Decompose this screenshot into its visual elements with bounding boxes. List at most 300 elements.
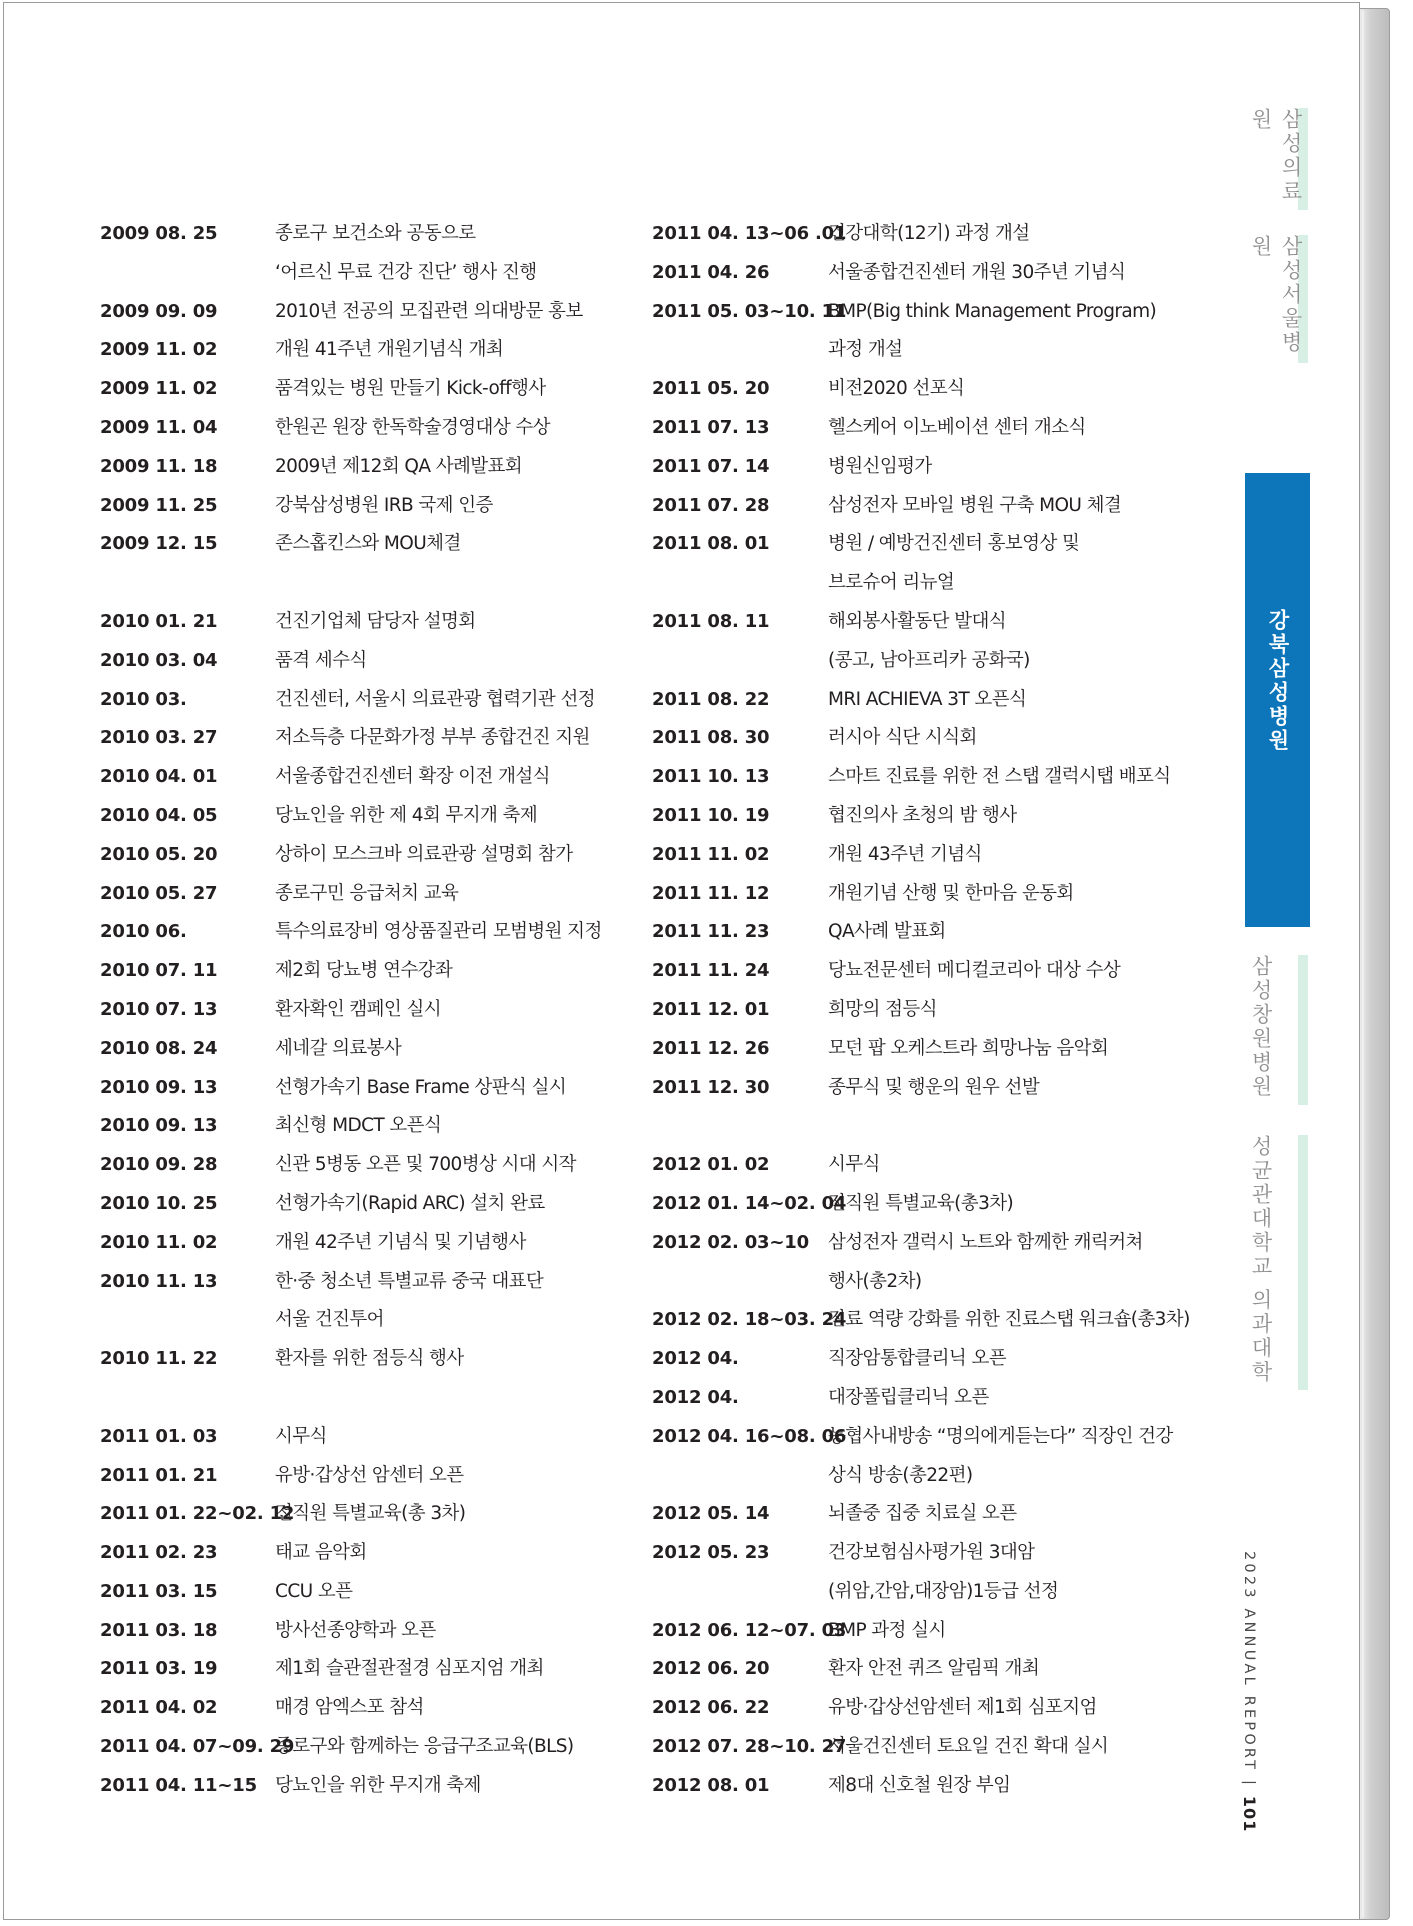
event-line: 서울건진센터 토요일 건진 확대 실시 (828, 1736, 1109, 1758)
event-line: MRI ACHIEVA 3T 오픈식 (828, 688, 1027, 710)
event-date: 2012 06. 12~07. 03 (652, 1619, 847, 1641)
event-date: 2012 07. 28~10. 27 (652, 1736, 847, 1758)
timeline-row (100, 1767, 630, 1806)
timeline-row (100, 719, 630, 758)
event-line: 종로구 보건소와 공동으로 (275, 223, 476, 244)
event-description (275, 448, 522, 487)
timeline-row (652, 525, 1212, 603)
event-date: 2010 07. 11 (100, 960, 218, 982)
timeline-row (100, 1457, 630, 1496)
timeline-row (652, 1146, 1212, 1185)
event-line: 한·중 청소년 특별교류 중국 대표단 (275, 1270, 544, 1292)
event-description (275, 1457, 464, 1496)
timeline-row (652, 913, 1212, 952)
event-line: 당뇨인을 위한 제 4회 무지개 축제 (275, 804, 538, 826)
event-date: 2009 08. 25 (100, 223, 218, 244)
event-description (275, 1107, 441, 1146)
timeline-row (100, 797, 630, 836)
timeline-row (652, 603, 1212, 681)
event-line: 종무식 및 행운의 원우 선발 (828, 1076, 1040, 1098)
timeline-row (652, 758, 1212, 797)
event-line: BMP(Big think Management Program) (828, 300, 1157, 322)
event-date: 2011 02. 23 (100, 1542, 218, 1564)
event-description (828, 1534, 1058, 1612)
timeline-row (100, 952, 630, 991)
event-line: 직장암통합클리닉 오픈 (828, 1348, 1006, 1370)
event-line: 헬스케어 이노베이션 센터 개소식 (828, 416, 1086, 438)
event-date: 2012 05. 14 (652, 1503, 770, 1525)
event-description (275, 952, 452, 991)
event-line: 존스홉킨스와 MOU체결 (275, 533, 461, 555)
event-description (275, 875, 458, 914)
event-line: 건진센터, 서울시 의료관광 협력기관 선정 (275, 688, 596, 710)
event-description (828, 1224, 1143, 1302)
event-line: (콩고, 남아프리카 공화국) (828, 649, 1030, 671)
event-description (275, 991, 441, 1030)
timeline-row (652, 1418, 1212, 1496)
timeline-row (100, 1146, 630, 1185)
event-description (828, 1650, 1039, 1689)
timeline-row (652, 797, 1212, 836)
event-description (828, 370, 964, 409)
event-date: 2011 12. 30 (652, 1076, 770, 1098)
year-gap (100, 1379, 630, 1418)
timeline-row (100, 331, 630, 370)
event-line: 브로슈어 리뉴얼 (828, 572, 955, 594)
side-tab-label: 삼성의료원 (1249, 108, 1303, 204)
event-description (828, 1069, 1039, 1108)
year-gap (652, 1107, 1212, 1146)
event-line: 대장폴립클리닉 오픈 (828, 1386, 989, 1408)
event-date: 2012 01. 02 (652, 1154, 770, 1176)
event-description (828, 1418, 1173, 1496)
timeline-row (652, 1495, 1212, 1534)
side-tab-skku-medicine[interactable] (1228, 1135, 1308, 1390)
timeline-row (652, 1767, 1212, 1806)
event-line: 해외봉사활동단 발대식 (828, 610, 1006, 632)
event-date: 2011 04. 02 (100, 1697, 218, 1719)
timeline-row (652, 1030, 1212, 1069)
event-date: 2010 05. 20 (100, 843, 218, 865)
event-date: 2010 11. 22 (100, 1348, 218, 1370)
event-line: 2010년 전공의 모집관련 의대방문 홍보 (275, 300, 583, 322)
event-date: 2012 04. 16~08. 06 (652, 1425, 847, 1447)
timeline-row (100, 1689, 630, 1728)
timeline-row (652, 370, 1212, 409)
timeline-left-column (100, 215, 630, 1806)
event-line: 러시아 식단 시식회 (828, 727, 977, 749)
event-date: 2010 11. 13 (100, 1270, 218, 1292)
timeline-row (100, 1573, 630, 1612)
event-description (828, 1495, 1017, 1534)
event-line: 시무식 (275, 1425, 327, 1447)
event-description (828, 1689, 1097, 1728)
event-description (828, 797, 1017, 836)
timeline-row (652, 448, 1212, 487)
event-line: (위암,간암,대장암)1등급 선정 (828, 1580, 1059, 1602)
event-line: 개원기념 산행 및 한마음 운동회 (828, 882, 1074, 904)
event-description (828, 487, 1121, 526)
event-line: 상식 방송(총22편) (828, 1464, 973, 1486)
event-description (828, 875, 1074, 914)
event-line: 매경 암엑스포 참석 (275, 1697, 424, 1719)
event-line: 서울종합건진센터 개원 30주년 기념식 (828, 261, 1126, 283)
event-line: 특수의료장비 영상품질관리 모범병원 지정 (275, 921, 602, 943)
event-date: 2010 03. 04 (100, 649, 218, 671)
page-number: 101 (1240, 1795, 1259, 1833)
event-date: 2009 11. 04 (100, 416, 218, 438)
event-line: 건진기업체 담당자 설명회 (275, 610, 476, 632)
event-date: 2011 04. 26 (652, 261, 770, 283)
event-line: 희망의 점등식 (828, 998, 937, 1020)
event-description (828, 913, 946, 952)
timeline-row (100, 1263, 630, 1341)
event-line: 서울종합건진센터 확장 이전 개설식 (275, 766, 550, 788)
timeline-right-column (652, 215, 1212, 1806)
timeline-row (652, 1379, 1212, 1418)
event-date: 2012 02. 03~10 (652, 1231, 809, 1253)
event-line: ‘어르신 무료 건강 진단’ 행사 진행 (275, 261, 537, 283)
event-line: 스마트 진료를 위한 전 스탭 갤럭시탭 배포식 (828, 766, 1171, 788)
event-line: 전직원 특별교육(총3차) (828, 1192, 1014, 1214)
event-date: 2011 07. 28 (652, 494, 770, 516)
event-date: 2009 11. 02 (100, 339, 218, 361)
event-description (828, 1301, 1190, 1340)
event-date: 2011 04. 07~09. 29 (100, 1736, 295, 1758)
timeline-row (100, 913, 630, 952)
event-description (275, 836, 572, 875)
event-date: 2012 06. 20 (652, 1658, 770, 1680)
event-description (275, 525, 461, 564)
timeline-row (100, 487, 630, 526)
timeline-row (100, 836, 630, 875)
event-line: 전직원 특별교육(총 3차) (275, 1503, 466, 1525)
timeline-row (100, 758, 630, 797)
event-line: 세네갈 의료봉사 (275, 1037, 402, 1059)
event-line: 시무식 (828, 1154, 880, 1176)
event-date: 2011 03. 15 (100, 1580, 218, 1602)
event-date: 2009 11. 18 (100, 455, 218, 477)
side-tab-label: 삼성서울병원 (1249, 235, 1303, 355)
event-date: 2010 10. 25 (100, 1192, 218, 1214)
timeline-row (652, 1340, 1212, 1379)
timeline-row (100, 1069, 630, 1108)
event-line: 강북삼성병원 IRB 국제 인증 (275, 494, 493, 516)
event-date: 2010 09. 13 (100, 1115, 218, 1137)
event-date: 2011 12. 01 (652, 998, 770, 1020)
event-line: 서울 건진투어 (275, 1309, 384, 1331)
event-date: 2011 11. 02 (652, 843, 770, 865)
timeline-row (100, 1340, 630, 1379)
event-date: 2009 09. 09 (100, 300, 218, 322)
timeline-row (652, 681, 1212, 720)
event-line: 삼성전자 모바일 병원 구축 MOU 체결 (828, 494, 1122, 516)
page (3, 2, 1360, 1920)
timeline-row (652, 1185, 1212, 1224)
event-description (828, 409, 1086, 448)
event-line: 삼성전자 갤럭시 노트와 함께한 캐릭커쳐 (828, 1231, 1143, 1253)
event-description (275, 1689, 424, 1728)
event-description (828, 603, 1030, 681)
timeline-row (652, 991, 1212, 1030)
timeline-row (100, 875, 630, 914)
timeline-row (652, 1650, 1212, 1689)
event-description (275, 758, 550, 797)
timeline-row (100, 1418, 630, 1457)
event-date: 2011 05. 03~10. 11 (652, 300, 847, 322)
timeline-row (100, 1728, 630, 1767)
event-description (275, 1650, 544, 1689)
event-description (828, 1146, 880, 1185)
report-title: 2023 ANNUAL REPORT | (1241, 1551, 1257, 1789)
event-date: 2010 01. 21 (100, 610, 218, 632)
event-line: 상하이 모스크바 의료관광 설명회 참가 (275, 843, 573, 865)
event-description (275, 487, 493, 526)
side-tab-samsung-changwon-hospital[interactable] (1228, 955, 1308, 1105)
event-date: 2010 03. 27 (100, 727, 218, 749)
year-gap (100, 564, 630, 603)
event-description (275, 293, 583, 332)
event-description (275, 1728, 574, 1767)
timeline-row (100, 1534, 630, 1573)
event-line: QA사례 발표회 (828, 921, 946, 943)
event-description (828, 758, 1171, 797)
timeline-row (100, 991, 630, 1030)
event-line: 당뇨전문센터 메디컬코리아 대상 수상 (828, 960, 1121, 982)
event-description (275, 681, 595, 720)
page-frame (3, 2, 1390, 1922)
event-date: 2011 05. 20 (652, 378, 770, 400)
event-date: 2010 09. 28 (100, 1154, 218, 1176)
event-line: 유방·갑상선암센터 제1회 심포지엄 (828, 1697, 1097, 1719)
event-description (275, 1495, 465, 1534)
event-description (275, 1030, 401, 1069)
event-date: 2011 04. 11~15 (100, 1774, 257, 1796)
timeline-row (652, 1301, 1212, 1340)
timeline-row (652, 1728, 1212, 1767)
timeline-row (652, 1534, 1212, 1612)
event-line: 환자확인 캠페인 실시 (275, 998, 442, 1020)
event-description (275, 331, 503, 370)
event-date: 2011 08. 30 (652, 727, 770, 749)
timeline-row (100, 1650, 630, 1689)
event-description (275, 1612, 436, 1651)
event-description (275, 1534, 367, 1573)
annual-report-footer (1240, 1551, 1259, 1832)
event-description (275, 1185, 545, 1224)
event-description (828, 254, 1125, 293)
event-line: 저소득층 다문화가정 부부 종합건진 지원 (275, 727, 590, 749)
event-date: 2011 07. 13 (652, 416, 770, 438)
event-description (275, 370, 546, 409)
timeline-row (652, 875, 1212, 914)
event-date: 2012 04. (652, 1348, 739, 1370)
event-line: 품격 세수식 (275, 649, 367, 671)
side-tab-bar (1298, 955, 1308, 1105)
event-line: 최신형 MDCT 오픈식 (275, 1115, 442, 1137)
page-edge (1358, 8, 1390, 1920)
timeline-row (652, 1069, 1212, 1108)
event-line: 병원신임평가 (828, 455, 932, 477)
event-description (828, 215, 1030, 254)
event-date: 2010 05. 27 (100, 882, 218, 904)
event-line: 협진의사 초청의 밤 행사 (828, 804, 1017, 826)
event-date: 2011 01. 03 (100, 1425, 218, 1447)
event-line: 농협사내방송 “명의에게듣는다” 직장인 건강 (828, 1425, 1173, 1447)
side-tab-samsung-medical-center[interactable] (1228, 108, 1308, 210)
event-line: 환자를 위한 점등식 행사 (275, 1348, 464, 1370)
event-date: 2011 08. 11 (652, 610, 770, 632)
side-tab-label: 삼성창원병원 (1249, 955, 1273, 1099)
event-line: 종로구와 함께하는 응급구조교육(BLS) (275, 1736, 574, 1758)
event-date: 2012 05. 23 (652, 1542, 770, 1564)
event-description (275, 1767, 481, 1806)
timeline-row (652, 409, 1212, 448)
timeline-row (652, 254, 1212, 293)
event-line: 병원 / 예방건진센터 홍보영상 및 (828, 533, 1080, 555)
event-line: 진료 역량 강화를 위한 진료스탭 워크숍(총3차) (828, 1309, 1190, 1331)
timeline-row (652, 215, 1212, 254)
event-description (828, 836, 982, 875)
event-date: 2010 11. 02 (100, 1231, 218, 1253)
event-description (828, 991, 937, 1030)
event-line: 모던 팝 오케스트라 희망나눔 음악회 (828, 1037, 1109, 1059)
event-description (275, 1263, 543, 1341)
event-line: 개원 42주년 기념식 및 기념행사 (275, 1231, 526, 1253)
event-line: 신관 5병동 오픈 및 700병상 시대 시작 (275, 1154, 576, 1176)
timeline-row (100, 1185, 630, 1224)
timeline-row (100, 681, 630, 720)
event-description (828, 1728, 1108, 1767)
event-description (828, 293, 1156, 371)
event-line: 비전2020 선포식 (828, 378, 965, 400)
event-line: CCU 오픈 (275, 1580, 353, 1602)
event-line: 선형가속기 Base Frame 상판식 실시 (275, 1076, 567, 1098)
event-line: BMP 과정 실시 (828, 1619, 946, 1641)
event-description (275, 719, 590, 758)
side-tab-samsung-seoul-hospital[interactable] (1228, 235, 1308, 363)
event-description (828, 525, 1079, 603)
event-line: 뇌졸중 집중 치료실 오픈 (828, 1503, 1017, 1525)
event-line: 당뇨인을 위한 무지개 축제 (275, 1774, 481, 1796)
event-date: 2011 04. 13~06 .01 (652, 223, 847, 244)
event-date: 2010 08. 24 (100, 1037, 218, 1059)
event-date: 2012 06. 22 (652, 1697, 770, 1719)
side-tab-bar (1298, 1135, 1308, 1390)
timeline-row (100, 1224, 630, 1263)
timeline-row (100, 293, 630, 332)
event-line: 건강대학(12기) 과정 개설 (828, 223, 1030, 244)
event-date: 2011 10. 19 (652, 804, 770, 826)
event-date: 2009 11. 25 (100, 494, 218, 516)
event-description (828, 952, 1120, 991)
event-line: 과정 개설 (828, 339, 903, 361)
timeline-row (652, 1224, 1212, 1302)
event-description (275, 409, 550, 448)
event-description (828, 1767, 1010, 1806)
event-line: 개원 41주년 개원기념식 개최 (275, 339, 504, 361)
event-date: 2010 03. (100, 688, 187, 710)
event-date: 2012 02. 18~03. 24 (652, 1309, 847, 1331)
timeline-row (100, 1495, 630, 1534)
event-date: 2012 04. (652, 1386, 739, 1408)
event-line: 개원 43주년 기념식 (828, 843, 982, 865)
event-line: 선형가속기(Rapid ARC) 설치 완료 (275, 1192, 545, 1214)
event-date: 2011 03. 18 (100, 1619, 218, 1641)
event-date: 2011 08. 01 (652, 533, 770, 555)
event-description (275, 1573, 352, 1612)
event-line: 한원곤 원장 한독학술경영대상 수상 (275, 416, 550, 438)
event-date: 2012 01. 14~02. 04 (652, 1192, 847, 1214)
event-date: 2010 04. 01 (100, 766, 218, 788)
timeline-row (652, 293, 1212, 371)
event-description (275, 1224, 526, 1263)
timeline-row (100, 603, 630, 642)
event-date: 2009 12. 15 (100, 533, 218, 555)
timeline-row (100, 215, 630, 293)
event-date: 2011 03. 19 (100, 1658, 218, 1680)
event-description (275, 797, 537, 836)
timeline-row (100, 525, 630, 564)
timeline-row (652, 487, 1212, 526)
event-date: 2010 06. (100, 921, 187, 943)
event-date: 2011 11. 12 (652, 882, 770, 904)
event-description (275, 603, 476, 642)
event-description (828, 1185, 1013, 1224)
timeline-row (100, 642, 630, 681)
event-line: 건강보험심사평가원 3대암 (828, 1542, 1035, 1564)
event-line: 행사(총2차) (828, 1270, 922, 1292)
event-line: 품격있는 병원 만들기 Kick-off행사 (275, 378, 546, 400)
event-date: 2009 11. 02 (100, 378, 218, 400)
event-description (275, 642, 367, 681)
event-line: 제1회 슬관절관절경 심포지엄 개최 (275, 1658, 544, 1680)
timeline-row (100, 1612, 630, 1651)
side-tab-kangbuk-samsung-hospital[interactable] (1245, 473, 1310, 927)
event-description (828, 1030, 1108, 1069)
event-date: 2010 09. 13 (100, 1076, 218, 1098)
event-line: 환자 안전 퀴즈 알림픽 개최 (828, 1658, 1040, 1680)
event-description (828, 1379, 989, 1418)
event-line: 태교 음악회 (275, 1542, 367, 1564)
event-description (275, 913, 602, 952)
event-description (275, 215, 537, 293)
event-line: 유방·갑상선 암센터 오픈 (275, 1464, 464, 1486)
event-date: 2011 12. 26 (652, 1037, 770, 1059)
timeline-row (100, 1107, 630, 1146)
event-date: 2011 11. 23 (652, 921, 770, 943)
event-date: 2011 08. 22 (652, 688, 770, 710)
side-tab-label: 강북삼성병원 (1266, 609, 1290, 753)
timeline-row (100, 448, 630, 487)
event-line: 2009년 제12회 QA 사례발표회 (275, 455, 523, 477)
event-date: 2010 07. 13 (100, 998, 218, 1020)
event-date: 2011 11. 24 (652, 960, 770, 982)
event-description (275, 1069, 566, 1108)
event-date: 2011 07. 14 (652, 455, 770, 477)
event-description (275, 1146, 576, 1185)
timeline-row (652, 1689, 1212, 1728)
timeline-row (100, 1030, 630, 1069)
event-description (828, 719, 977, 758)
event-description (275, 1340, 464, 1379)
event-date: 2012 08. 01 (652, 1774, 770, 1796)
event-line: 제2회 당뇨병 연수강좌 (275, 960, 453, 982)
event-description (828, 1340, 1006, 1379)
side-tab-label: 성균관대학교 의과대학 (1249, 1135, 1273, 1385)
event-description (828, 681, 1026, 720)
timeline-row (652, 719, 1212, 758)
